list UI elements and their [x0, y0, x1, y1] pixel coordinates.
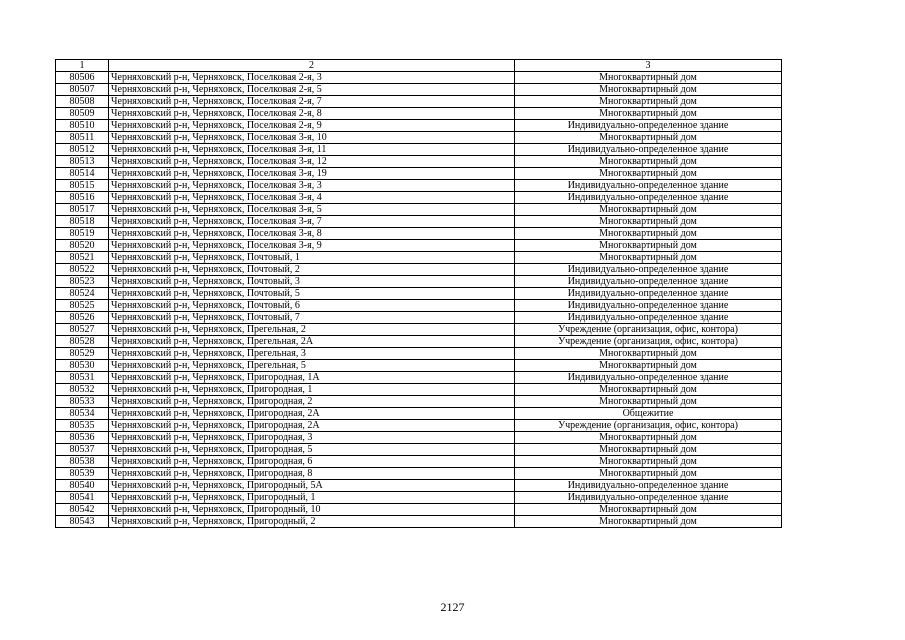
building-type-cell: Многоквартирный дом	[515, 228, 782, 240]
table-row	[56, 420, 782, 432]
building-type-cell: Многоквартирный дом	[515, 72, 782, 84]
address-cell: Черняховский р-н, Черняховск, Прегельная, 2	[109, 324, 515, 336]
address-cell: Черняховский р-н, Черняховск, Пригородная, 5	[109, 444, 515, 456]
table-row	[56, 516, 782, 528]
building-type-cell: Многоквартирный дом	[515, 156, 782, 168]
table-row	[56, 192, 782, 204]
table-row	[56, 468, 782, 480]
record-number: 80541	[56, 492, 109, 504]
record-number: 80512	[56, 144, 109, 156]
building-type-cell: Индивидуально-определенное здание	[515, 192, 782, 204]
table-row	[56, 240, 782, 252]
record-number: 80532	[56, 384, 109, 396]
address-cell: Черняховский р-н, Черняховск, Пригородный, 2	[109, 516, 515, 528]
address-cell: Черняховский р-н, Черняховск, Пригородная, 1	[109, 384, 515, 396]
record-number: 80535	[56, 420, 109, 432]
record-number: 80543	[56, 516, 109, 528]
record-number: 80508	[56, 96, 109, 108]
table-row	[56, 276, 782, 288]
address-cell: Черняховский р-н, Черняховск, Поселковая 2-я, 3	[109, 72, 515, 84]
building-type-cell: Индивидуально-определенное здание	[515, 312, 782, 324]
building-type-cell: Многоквартирный дом	[515, 384, 782, 396]
building-type-cell: Многоквартирный дом	[515, 360, 782, 372]
address-cell: Черняховский р-н, Черняховск, Пригородная, 2А	[109, 420, 515, 432]
building-type-cell: Многоквартирный дом	[515, 504, 782, 516]
address-cell: Черняховский р-н, Черняховск, Поселковая 3-я, 4	[109, 192, 515, 204]
building-type-cell: Индивидуально-определенное здание	[515, 288, 782, 300]
address-cell: Черняховский р-н, Черняховск, Почтовый, 1	[109, 252, 515, 264]
table-row	[56, 108, 782, 120]
record-number: 80524	[56, 288, 109, 300]
building-type-cell: Многоквартирный дом	[515, 432, 782, 444]
record-number: 80520	[56, 240, 109, 252]
record-number: 80528	[56, 336, 109, 348]
address-cell: Черняховский р-н, Черняховск, Почтовый, 3	[109, 276, 515, 288]
record-number: 80522	[56, 264, 109, 276]
address-cell: Черняховский р-н, Черняховск, Поселковая 2-я, 7	[109, 96, 515, 108]
header-row	[56, 60, 782, 72]
address-cell: Черняховский р-н, Черняховск, Поселковая 3-я, 3	[109, 180, 515, 192]
table-header	[56, 60, 782, 72]
building-type-cell: Индивидуально-определенное здание	[515, 300, 782, 312]
record-number: 80530	[56, 360, 109, 372]
table-row	[56, 144, 782, 156]
record-number: 80521	[56, 252, 109, 264]
table-body	[56, 72, 782, 528]
building-type-cell: Общежитие	[515, 408, 782, 420]
building-type-cell: Многоквартирный дом	[515, 252, 782, 264]
table-row	[56, 396, 782, 408]
record-number: 80518	[56, 216, 109, 228]
building-registry-table	[55, 59, 782, 528]
building-type-cell: Многоквартирный дом	[515, 204, 782, 216]
building-type-cell: Многоквартирный дом	[515, 84, 782, 96]
building-type-cell: Многоквартирный дом	[515, 240, 782, 252]
record-number: 80507	[56, 84, 109, 96]
table-row	[56, 312, 782, 324]
building-type-cell: Учреждение (организация, офис, контора)	[515, 324, 782, 336]
address-cell: Черняховский р-н, Черняховск, Поселковая 3-я, 19	[109, 168, 515, 180]
record-number: 80534	[56, 408, 109, 420]
header-col-1: 1	[56, 60, 109, 72]
table-row	[56, 216, 782, 228]
table-row	[56, 456, 782, 468]
building-type-cell: Многоквартирный дом	[515, 348, 782, 360]
building-type-cell: Индивидуально-определенное здание	[515, 144, 782, 156]
record-number: 80519	[56, 228, 109, 240]
table-row	[56, 324, 782, 336]
address-cell: Черняховский р-н, Черняховск, Поселковая 3-я, 10	[109, 132, 515, 144]
table-row	[56, 492, 782, 504]
page-number: 2127	[440, 600, 465, 614]
table-row	[56, 132, 782, 144]
address-cell: Черняховский р-н, Черняховск, Почтовый, 6	[109, 300, 515, 312]
address-cell: Черняховский р-н, Черняховск, Поселковая 3-я, 8	[109, 228, 515, 240]
building-type-cell: Многоквартирный дом	[515, 216, 782, 228]
record-number: 80506	[56, 72, 109, 84]
record-number: 80523	[56, 276, 109, 288]
building-type-cell: Учреждение (организация, офис, контора)	[515, 336, 782, 348]
building-type-cell: Индивидуально-определенное здание	[515, 120, 782, 132]
address-cell: Черняховский р-н, Черняховск, Пригородный, 1	[109, 492, 515, 504]
record-number: 80529	[56, 348, 109, 360]
table-row	[56, 168, 782, 180]
table-row	[56, 180, 782, 192]
table-row	[56, 228, 782, 240]
address-cell: Черняховский р-н, Черняховск, Прегельная, 5	[109, 360, 515, 372]
table-row	[56, 432, 782, 444]
address-cell: Черняховский р-н, Черняховск, Пригородный, 5А	[109, 480, 515, 492]
address-cell: Черняховский р-н, Черняховск, Пригородная, 1А	[109, 372, 515, 384]
table-row	[56, 204, 782, 216]
building-type-cell: Индивидуально-определенное здание	[515, 180, 782, 192]
record-number: 80537	[56, 444, 109, 456]
table-row	[56, 372, 782, 384]
address-cell: Черняховский р-н, Черняховск, Поселковая 3-я, 9	[109, 240, 515, 252]
table-row	[56, 156, 782, 168]
record-number: 80542	[56, 504, 109, 516]
record-number: 80538	[56, 456, 109, 468]
address-cell: Черняховский р-н, Черняховск, Пригородная, 8	[109, 468, 515, 480]
building-type-cell: Индивидуально-определенное здание	[515, 372, 782, 384]
table-row	[56, 360, 782, 372]
building-type-cell: Индивидуально-определенное здание	[515, 480, 782, 492]
table-row	[56, 348, 782, 360]
record-number: 80533	[56, 396, 109, 408]
address-cell: Черняховский р-н, Черняховск, Почтовый, 2	[109, 264, 515, 276]
table-row	[56, 300, 782, 312]
record-number: 80509	[56, 108, 109, 120]
header-col-2: 2	[109, 60, 515, 72]
building-type-cell: Индивидуально-определенное здание	[515, 264, 782, 276]
record-number: 80540	[56, 480, 109, 492]
address-cell: Черняховский р-н, Черняховск, Пригородная, 2	[109, 396, 515, 408]
table-row	[56, 504, 782, 516]
address-cell: Черняховский р-н, Черняховск, Поселковая 3-я, 7	[109, 216, 515, 228]
record-number: 80531	[56, 372, 109, 384]
table-row	[56, 336, 782, 348]
address-cell: Черняховский р-н, Черняховск, Прегельная, 2А	[109, 336, 515, 348]
building-type-cell: Многоквартирный дом	[515, 168, 782, 180]
table-row	[56, 480, 782, 492]
table-row	[56, 444, 782, 456]
address-cell: Черняховский р-н, Черняховск, Поселковая 2-я, 5	[109, 84, 515, 96]
address-cell: Черняховский р-н, Черняховск, Поселковая 3-я, 11	[109, 144, 515, 156]
address-cell: Черняховский р-н, Черняховск, Почтовый, 7	[109, 312, 515, 324]
record-number: 80513	[56, 156, 109, 168]
record-number: 80525	[56, 300, 109, 312]
address-cell: Черняховский р-н, Черняховск, Почтовый, 5	[109, 288, 515, 300]
header-col-3: 3	[515, 60, 782, 72]
building-type-cell: Многоквартирный дом	[515, 132, 782, 144]
record-number: 80516	[56, 192, 109, 204]
building-type-cell: Индивидуально-определенное здание	[515, 492, 782, 504]
table-row	[56, 264, 782, 276]
record-number: 80539	[56, 468, 109, 480]
table-row	[56, 120, 782, 132]
record-number: 80526	[56, 312, 109, 324]
building-type-cell: Многоквартирный дом	[515, 516, 782, 528]
table-row	[56, 384, 782, 396]
table-row	[56, 72, 782, 84]
table-row	[56, 252, 782, 264]
table-row	[56, 96, 782, 108]
address-cell: Черняховский р-н, Черняховск, Пригородная, 6	[109, 456, 515, 468]
address-cell: Черняховский р-н, Черняховск, Поселковая 3-я, 12	[109, 156, 515, 168]
record-number: 80510	[56, 120, 109, 132]
building-type-cell: Многоквартирный дом	[515, 96, 782, 108]
building-type-cell: Индивидуально-определенное здание	[515, 276, 782, 288]
record-number: 80511	[56, 132, 109, 144]
address-cell: Черняховский р-н, Черняховск, Пригородная, 2А	[109, 408, 515, 420]
table-row	[56, 288, 782, 300]
table-row	[56, 84, 782, 96]
record-number: 80536	[56, 432, 109, 444]
building-type-cell: Многоквартирный дом	[515, 456, 782, 468]
address-cell: Черняховский р-н, Черняховск, Поселковая 2-я, 8	[109, 108, 515, 120]
address-cell: Черняховский р-н, Черняховск, Пригородная, 3	[109, 432, 515, 444]
record-number: 80527	[56, 324, 109, 336]
record-number: 80515	[56, 180, 109, 192]
building-type-cell: Многоквартирный дом	[515, 396, 782, 408]
address-cell: Черняховский р-н, Черняховск, Прегельная, 3	[109, 348, 515, 360]
record-number: 80517	[56, 204, 109, 216]
table-row	[56, 408, 782, 420]
building-type-cell: Учреждение (организация, офис, контора)	[515, 420, 782, 432]
address-cell: Черняховский р-н, Черняховск, Поселковая 2-я, 9	[109, 120, 515, 132]
record-number: 80514	[56, 168, 109, 180]
building-type-cell: Многоквартирный дом	[515, 468, 782, 480]
building-type-cell: Многоквартирный дом	[515, 108, 782, 120]
address-cell: Черняховский р-н, Черняховск, Поселковая 3-я, 5	[109, 204, 515, 216]
address-cell: Черняховский р-н, Черняховск, Пригородный, 10	[109, 504, 515, 516]
building-type-cell: Многоквартирный дом	[515, 444, 782, 456]
